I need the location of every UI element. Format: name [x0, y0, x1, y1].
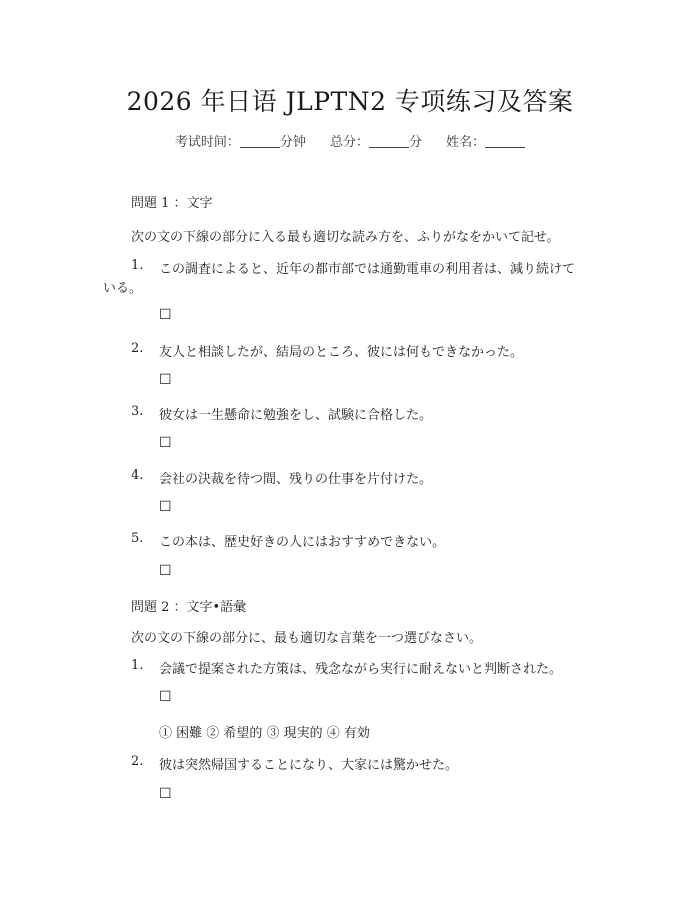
s2-q2-text: 彼は突然帰国することになり、大家には驚かせた。 [159, 758, 459, 773]
s1-q3-answer-box[interactable]: ☐ [159, 435, 172, 451]
time-blank[interactable] [240, 133, 280, 148]
s1-q2-text: 友人と相談したが、結局のところ、彼には何もできなかった。 [159, 345, 524, 360]
s1-q4-number: 4. [131, 468, 144, 483]
section1-instruction: 次の文の下線の部分に入る最も適切な読み方を、ふりがなをかいて記せ。 [131, 230, 560, 245]
time-unit: 分钟 [279, 135, 306, 150]
s1-q5-answer-box[interactable]: ☐ [159, 563, 172, 579]
time-field [175, 131, 306, 150]
s1-q4-answer-box[interactable]: ☐ [159, 499, 172, 515]
s2-q2-answer-box[interactable]: ☐ [159, 786, 172, 802]
name-blank[interactable] [485, 133, 525, 148]
s1-q3-text: 彼女は一生懸命に勉強をし、試験に合格した。 [159, 408, 433, 423]
s1-q5-text: この本は、歴史好きの人にはおすすめできない。 [159, 535, 446, 550]
s2-q1-number: 1. [131, 658, 144, 673]
s2-q1-options: ① 困難 ② 希望的 ③ 現実的 ④ 有効 [159, 726, 370, 741]
s2-q2-number: 2. [131, 754, 144, 769]
score-unit: 分 [409, 135, 423, 150]
time-label: 考试时间： [174, 135, 240, 150]
exam-meta [0, 131, 700, 150]
score-blank[interactable] [369, 133, 409, 148]
page-title: 2026 年日语 JLPTN2 专项练习及答案 [126, 87, 574, 116]
section2-heading: 問題 2 ：文字•語彙 [131, 600, 247, 615]
s1-q5-number: 5. [131, 531, 144, 546]
s1-q1-answer-box[interactable]: ☐ [159, 307, 172, 323]
s1-q1-continuation: いる。 [103, 281, 143, 296]
s2-q1-answer-box[interactable]: ☐ [159, 689, 172, 705]
s1-q3-number: 3. [131, 404, 144, 419]
name-label: 姓名： [446, 135, 486, 150]
s1-q1-text: この調査によると、近年の都市部では通勤電車の利用者は、減り続けて [159, 262, 576, 277]
score-label: 总分： [329, 135, 369, 150]
s1-q1-number: 1. [131, 258, 144, 273]
s1-q2-number: 2. [131, 341, 144, 356]
name-field [446, 131, 525, 150]
s1-q2-answer-box[interactable]: ☐ [159, 372, 172, 388]
s1-q4-text: 会社の決裁を待つ間、残りの仕事を片付けた。 [159, 472, 433, 487]
section1-heading: 問題 1 ：文字 [131, 196, 213, 211]
score-field [330, 131, 422, 150]
section2-instruction: 次の文の下線の部分に、最も適切な言葉を一つ選びなさい。 [131, 631, 483, 646]
s2-q1-text: 会議で提案された方策は、残念ながら実行に耐えないと判断された。 [159, 662, 563, 677]
